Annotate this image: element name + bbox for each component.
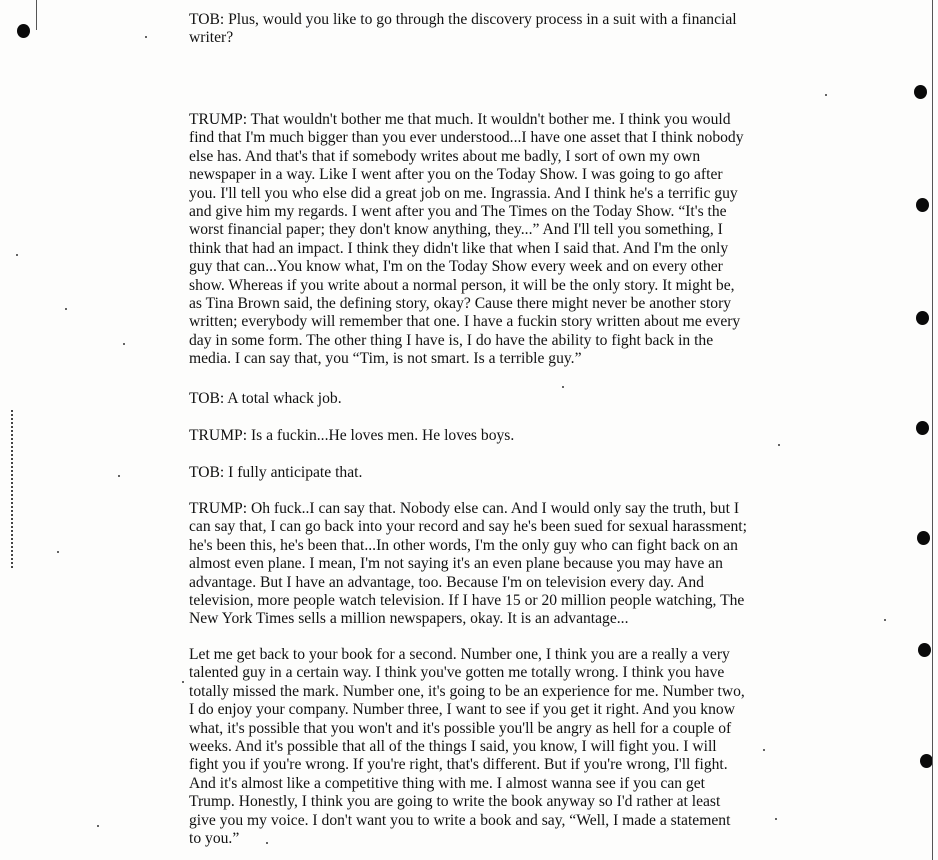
binder-hole-left [17, 24, 30, 38]
scan-speck [118, 475, 120, 477]
scan-speck [825, 94, 827, 96]
text-line: TRUMP: Oh fuck..I can say that. Nobody else can. And I would only say the truth, but I [189, 500, 740, 517]
paragraph-tob-discovery [189, 11, 779, 48]
paragraph-trump-response [189, 111, 779, 369]
paragraph-tob-whack-job [189, 390, 779, 408]
paragraph-trump-book [189, 646, 779, 848]
scan-speck [884, 619, 886, 621]
text-line: Let me get back to your book for a second. Number one, I think you are a really a very [189, 646, 730, 663]
text-line: newspaper in a way. Like I went after you on the Today Show. I was going to go after [189, 166, 723, 184]
scan-speck [97, 825, 99, 827]
text-line: media. I can say that, you “Tim, is not smart. Is a terrible guy.” [189, 350, 582, 368]
scan-edge-right [932, 0, 933, 860]
text-line: and give him my regards. I went after you and The Times on the Today Show. “It's the [189, 203, 727, 221]
binder-hole-right-6 [918, 643, 931, 657]
text-line: show. Whereas if you write about a normal person, it will be the only story. It might be, [189, 276, 735, 294]
text-line: you. I'll tell you who else did a great job on me. Ingrassia. And I think he's a terrific guy [189, 184, 738, 202]
scan-speck [145, 36, 147, 38]
text-line: New York Times sells a million newspapers, okay. It is an advantage... [189, 610, 629, 628]
text-line: think that had an impact. I think they didn't like that when I said that. And I'm the only [189, 239, 729, 257]
text-line: TRUMP: That wouldn't bother me that much. It wouldn't bother me. I think you would [189, 111, 731, 128]
binder-hole-right-4 [916, 421, 929, 435]
text-line: he's been this, he's been that...In other words, I'm the only guy who can fight back on an [189, 536, 738, 554]
scan-speck [562, 386, 564, 388]
text-line: Trump. Honestly, I think you are going to write the book anyway so I'd rather at least [189, 793, 721, 811]
text-line: And it's almost like a competitive thing with me. I almost wanna see if you can get [189, 774, 705, 792]
text-line: writer? [189, 29, 234, 47]
text-line: weeks. And it's possible that all of the things I said, you know, I will fight you. I will [189, 738, 717, 756]
binder-hole-right-1 [914, 85, 927, 99]
scan-speck [57, 551, 59, 553]
binder-hole-right-5 [917, 531, 930, 545]
text-line: written; everybody will remember that one. I have a fuckin story written about me every [189, 313, 741, 331]
text-line: TOB: I fully anticipate that. [189, 464, 363, 481]
text-line: fight you if you're wrong. If you're right, that's different. But if you're wrong, I'll fight. [189, 756, 728, 774]
text-line: TOB: Plus, would you like to go through the discovery process in a suit with a financial [189, 11, 737, 28]
scan-speck [65, 308, 67, 310]
text-line: can say that, I can go back into your record and say he's been sued for sexual harassment; [189, 518, 747, 536]
binding-marks [11, 410, 13, 570]
paragraph-trump-loves [189, 427, 779, 445]
text-line: guy that can...You know what, I'm on the Today Show every week and on every other [189, 258, 723, 276]
text-line: advantage. But I have an advantage, too. Because I'm on television every day. And [189, 573, 704, 591]
text-line: talented guy in a certain way. I think you've gotten me totally wrong. I think you have [189, 664, 725, 682]
text-line: almost even plane. I mean, I'm not saying it's an even plane because you may have an [189, 555, 723, 573]
text-line: television, more people watch television. If I have 15 or 20 million people watching, The [189, 592, 745, 610]
scan-edge-left [36, 0, 37, 30]
text-line: I do enjoy your company. Number three, I want to see if you get it right. And you know [189, 701, 735, 719]
binder-hole-right-2 [916, 198, 929, 212]
text-line: to you.” [189, 830, 240, 848]
binder-hole-right-3 [916, 311, 929, 325]
paragraph-tob-anticipate [189, 464, 779, 482]
scan-speck [16, 254, 18, 256]
text-line: totally missed the mark. Number one, it's going to be an experience for me. Number two, [189, 682, 745, 700]
scan-speck [182, 681, 184, 683]
text-line: else has. And that's that if somebody writes about me badly, I sort of own my own [189, 147, 701, 165]
text-line: day in some form. The other thing I have is, I do have the ability to fight back in the [189, 331, 714, 349]
text-line: TOB: A total whack job. [189, 390, 342, 407]
text-line: TRUMP: Is a fuckin...He loves men. He loves boys. [189, 427, 515, 444]
paragraph-trump-advantage [189, 500, 779, 629]
text-line: what, it's possible that you won't and it's possible you'll be angry as hell for a couple of [189, 719, 732, 737]
text-line: worst financial paper; they don't know anything, they...” And I'll tell you something, I [189, 221, 723, 239]
text-line: give you my voice. I don't want you to write a book and say, “Well, I made a statement [189, 811, 731, 829]
scan-speck [123, 343, 125, 345]
text-line: as Tina Brown said, the defining story, okay? Cause there might never be another story [189, 295, 732, 313]
text-line: find that I'm much bigger than you ever understood...I have one asset that I think nobody [189, 129, 744, 147]
